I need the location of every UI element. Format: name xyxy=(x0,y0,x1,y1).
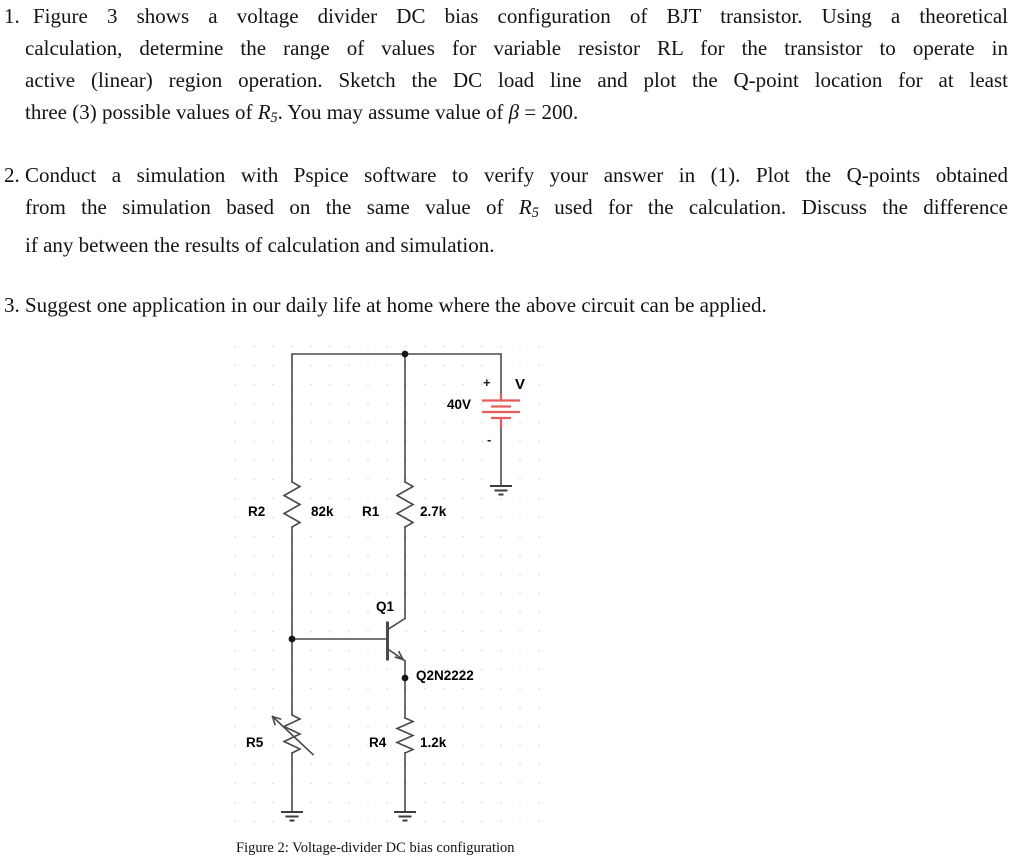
label-r1: R1 xyxy=(362,504,380,519)
question-2-number: 2. xyxy=(4,163,20,187)
label-q1: Q1 xyxy=(376,599,395,614)
label-q1-model: Q2N2222 xyxy=(416,668,474,683)
label-r4: R4 xyxy=(369,735,387,750)
label-r5: R5 xyxy=(246,735,264,750)
junction-dot-base xyxy=(289,636,296,643)
label-supply-name: V xyxy=(515,376,526,393)
question-2-line-2: from the simulation based on the same value of R5 used for the calculation. Discuss the difference xyxy=(25,195,1009,222)
question-1-line-2: calculation, determine the range of values for variable resistor RL for the transistor to operate in xyxy=(25,36,1008,60)
question-2-line-1: Conduct a simulation with Pspice software to verify your answer in (1). Plot the Q-points obtained xyxy=(25,163,1008,187)
label-supply-value: 40V xyxy=(447,397,472,412)
label-r1-value: 2.7k xyxy=(420,504,447,519)
label-r4-value: 1.2k xyxy=(420,735,447,750)
label-r2: R2 xyxy=(248,504,266,519)
question-1-line-4: three (3) possible values of R5. You may assume value of β = 200. xyxy=(25,100,579,127)
label-r2-value: 82k xyxy=(311,504,334,519)
label-supply-plus: + xyxy=(483,375,491,390)
junction-dot-top xyxy=(402,351,409,358)
junction-dot-emitter xyxy=(402,675,409,682)
question-2-line-3: if any between the results of calculation and simulation. xyxy=(25,233,495,258)
figure-caption: Figure 2: Voltage-divider DC bias configuration xyxy=(236,840,515,856)
question-1-number: 1. xyxy=(4,4,20,28)
question-3-line-1: Suggest one application in our daily life at home where the above circuit can be applied. xyxy=(25,293,767,317)
question-1-line-1: Figure 3 shows a voltage divider DC bias configuration of BJT transistor. Using a theoretical xyxy=(33,4,1008,28)
question-1-line-3: active (linear) region operation. Sketch the DC load line and plot the Q-point location for at least xyxy=(25,68,1008,92)
question-3-number: 3. xyxy=(4,293,20,317)
label-supply-minus: - xyxy=(487,432,492,447)
